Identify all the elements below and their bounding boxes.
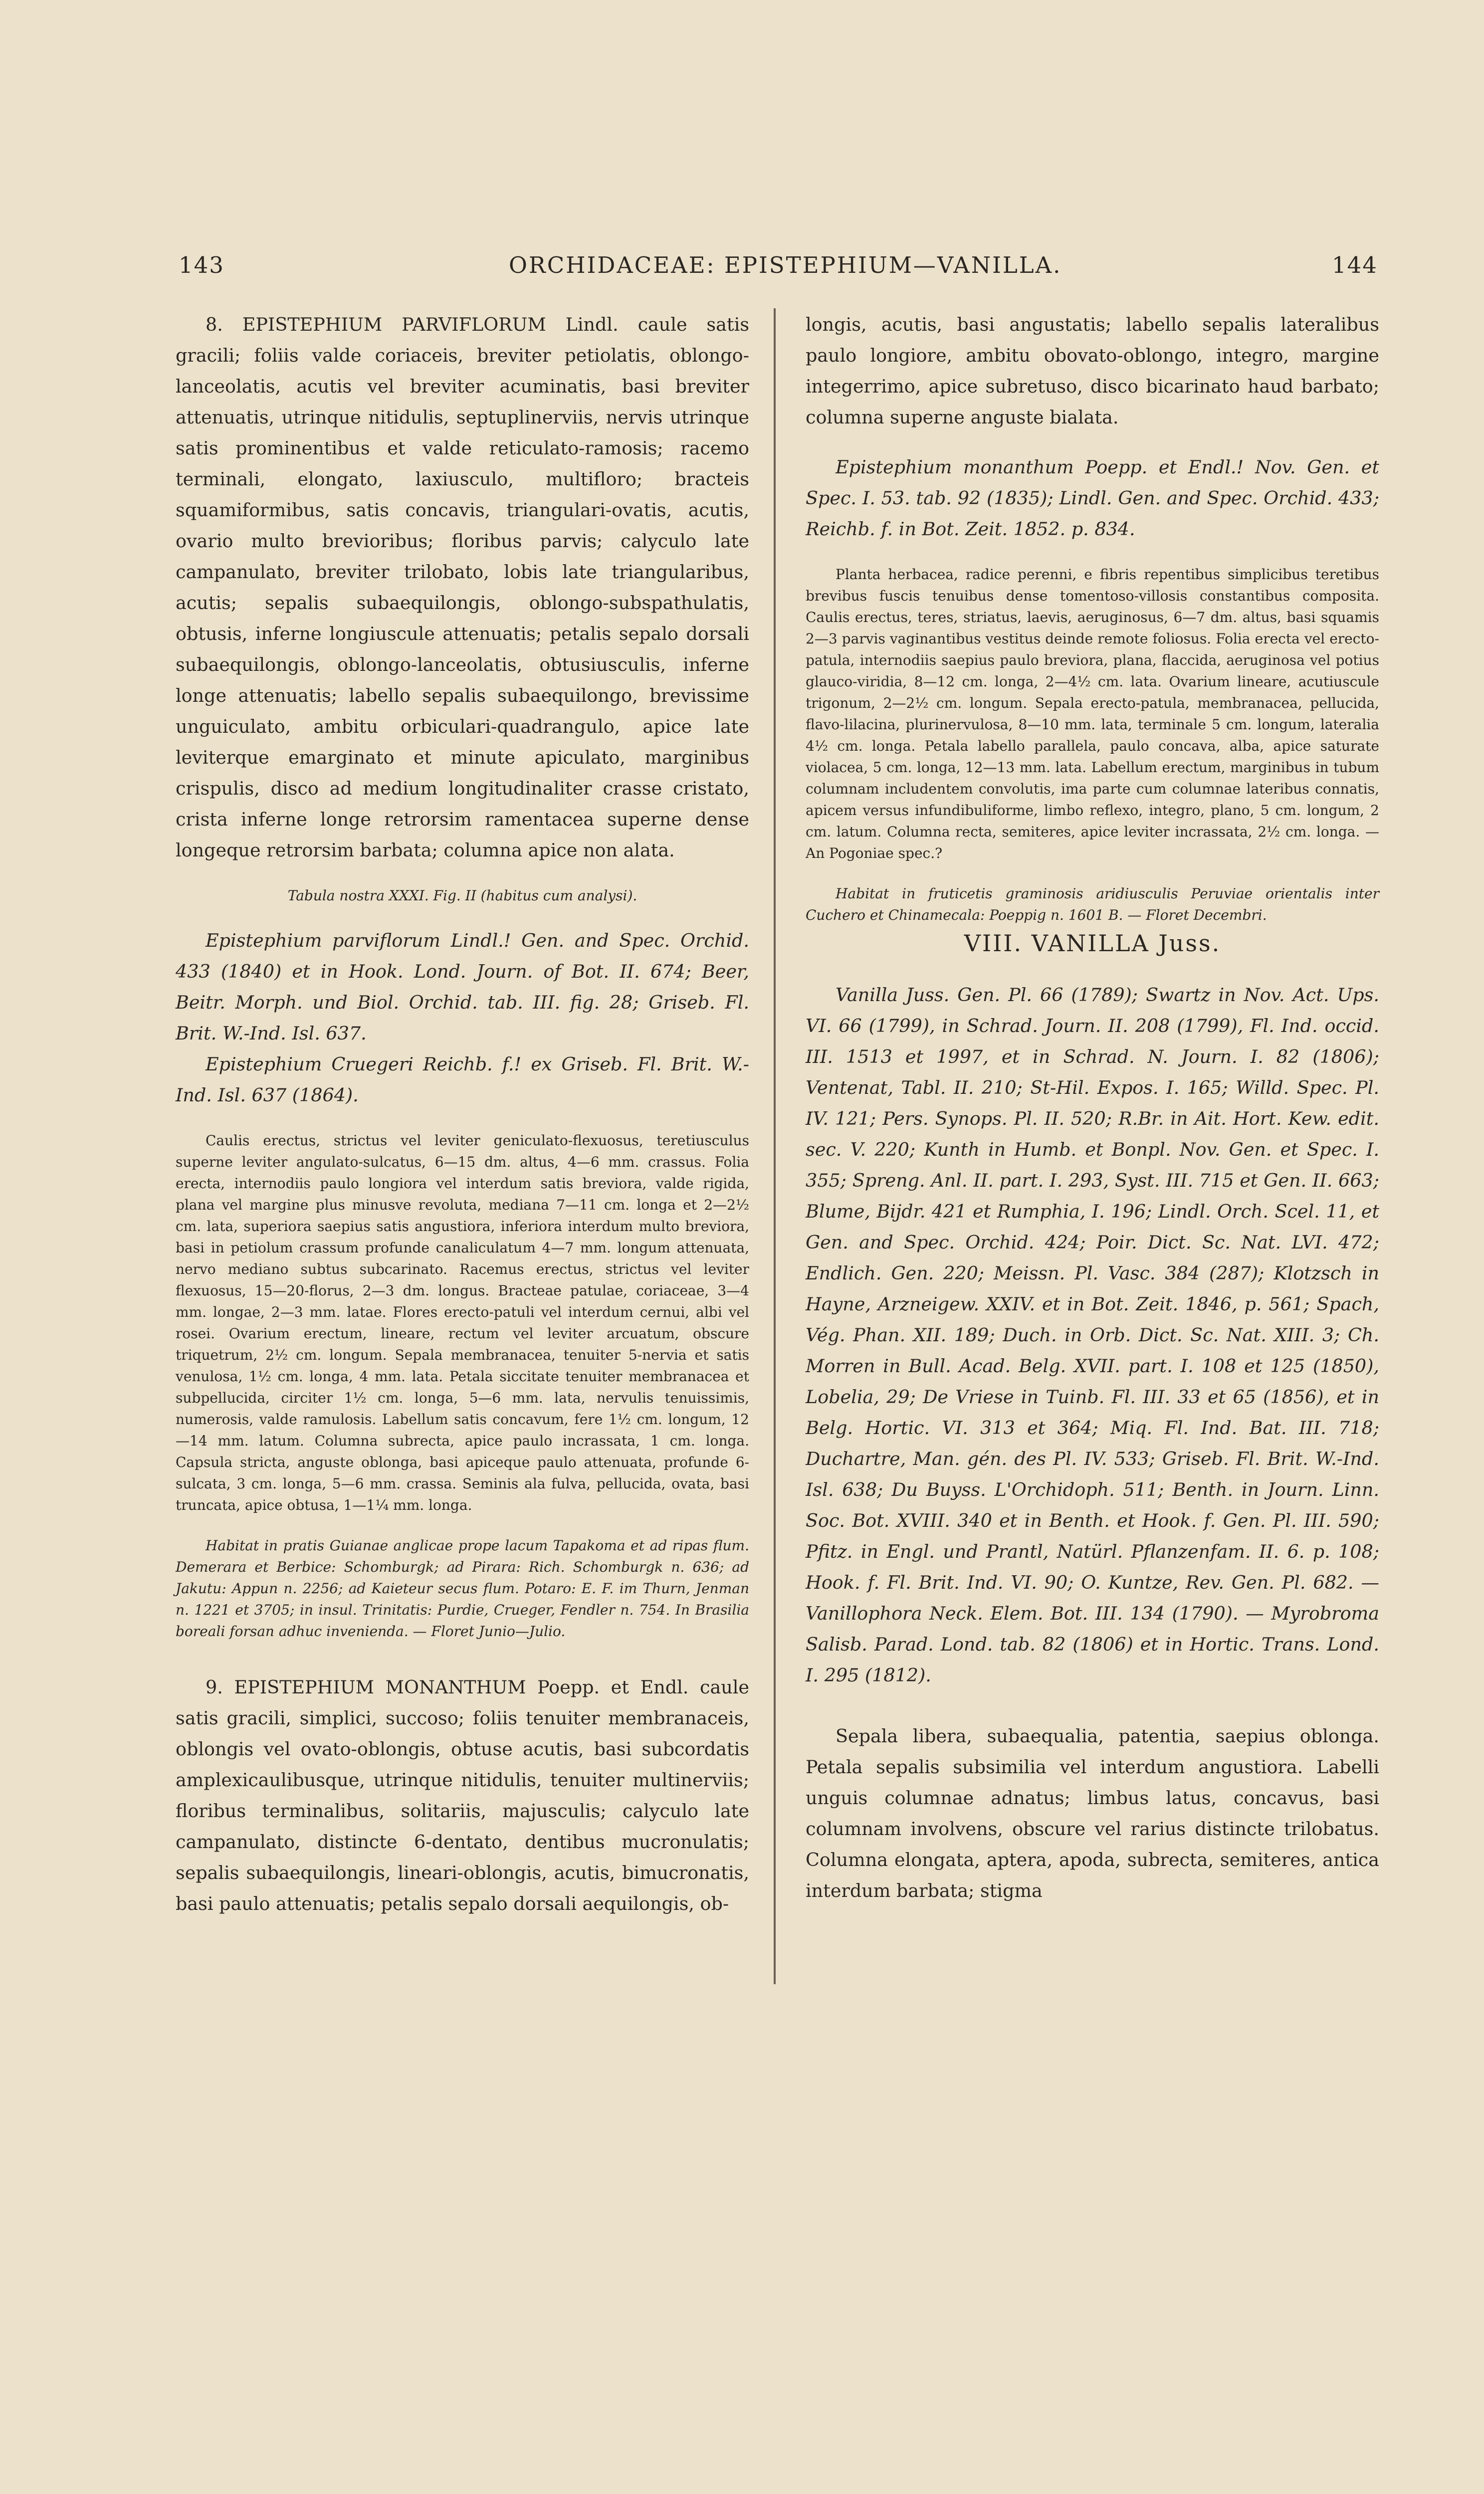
species-9-diagnosis: caule satis gracili, simplici, succoso; foliis tenuiter membranaceis, oblongis vel ovato-oblongis, obtuse acutis, basi subcordatis amplexicaulibusque, utrinque nitidulis, tenuiter multinerviis; floribus terminalibus, solitariis, majusculis; calyculo late campanulato, distincte 6-dentato, dentibus mucronulatis; sepalis subaequilongis, lineari-oblongis, acutis, bimucronatis, basi paulo attenuatis; petalis sepalo dorsali aequilongis, ob- <box>176 1676 749 1914</box>
left-column <box>176 309 749 1919</box>
genus-heading: VIII. VANILLA Juss. <box>964 930 1221 957</box>
species-8-detail: Caulis erectus, strictus vel leviter geniculato-flexuosus, teretiusculus superne leviter angulato-sulcatus, 6—15 dm. altus, 4—6 mm. crassus. Folia erecta, internodiis paulo longiora vel interdum satis breviora, valde rigida, plana vel margine plus minusve revoluta, mediana 7—11 cm. longa et 2—2½ cm. lata, superiora saepius satis angustiora, inferiora interdum multo breviora, basi in petiolum crassum profunde canaliculatum 4—7 mm. longum attenuata, nervo mediano subtus subcarinato. Racemus erectus, strictus vel leviter flexuosus, 15—20-florus, 2—3 dm. longus. Bracteae patulae, coriaceae, 3—4 mm. longae, 2—3 mm. latae. Flores erecto-patuli vel interdum cernui, albi vel rosei. Ovarium erectum, lineare, rectum vel leviter arcuatum, obscure triquetrum, 2½ cm. longum. Sepala membranacea, tenuiter 5-nervia et satis venulosa, 1½ cm. longa, 4 mm. lata. Petala siccitate tenuiter membranacea et subpellucida, circiter 1½ cm. longa, 5—6 mm. lata, nervulis tenuissimis, numerosis, valde ramulosis. Labellum satis concavum, fere 1½ cm. longum, 12—14 mm. latum. Columna subrecta, apice paulo incrassata, 1 cm. longa. Capsula stricta, anguste oblonga, basi apiceque paulo attenuata, profunde 6-sulcata, 3 cm. longa, 5—6 mm. crassa. Seminis ala fulva, pellucida, ovata, basi truncata, apice obtusa, 1—1¼ mm. longa. <box>176 1132 749 1513</box>
species-9-detail: Planta herbacea, radice perenni, e fibris repentibus simplicibus teretibus brevibus fuscis tenuibus dense tomentoso-villosis constantibus composita. Caulis erectus, teres, striatus, laevis, aeruginosus, 6—7 dm. altus, basi squamis 2—3 parvis vaginantibus vestitus deinde remote foliosus. Folia erecta vel erecto-patula, internodiis saepius paulo breviora, plana, flaccida, aeruginosa vel potius glauco-viridia, 8—12 cm. longa, 2—4½ cm. lata. Ovarium lineare, acutiuscule trigonum, 2—2½ cm. longum. Sepala erecto-patula, membranacea, pellucida, flavo-lilacina, plurinervulosa, 8—10 mm. lata, terminale 5 cm. longum, lateralia 4½ cm. longa. Petala labello parallela, paulo concava, alba, apice saturate violacea, 5 cm. longa, 12—13 mm. lata. Labellum erectum, marginibus in tubum columnam includentem convolutis, ima parte cum columnae lateribus connatis, apicem versus infundibuliforme, limbo reflexo, integro, plano, 5 cm. longum, 2 cm. latum. Columna recta, semiteres, apice leviter incrassata, 2½ cm. longa. — An Pogoniae spec.? <box>806 566 1379 861</box>
column-divider <box>774 308 776 1984</box>
species-8-reference-1: Epistephium parviflorum Lindl.! Gen. and Spec. Orchid. 433 (1840) et in Hook. Lond. Journ. of Bot. II. 674; Beer, Beitr. Morph. und Biol. Orchid. tab. III. fig. 28; Griseb. Fl. Brit. W.-Ind. Isl. 637. <box>176 930 749 1044</box>
species-8-habitat: Habitat in pratis Guianae anglicae prope lacum Tapakoma et ad ripas flum. Demerara et Berbice: Schomburgk; ad Pirara: Rich. Schomburgk n. 636; ad Jakutu: Appun n. 2256; ad Kaieteur secus flum. Potaro: E. F. im Thurn, Jenman n. 1221 et 3705; in insul. Trinitatis: Purdie, Crueger, Fendler n. 754. In Brasilia boreali forsan adhuc invenienda. — Floret Junio—Julio. <box>176 1537 749 1640</box>
species-9-reference: Epistephium monanthum Poepp. et Endl.! Nov. Gen. et Spec. I. 53. tab. 92 (1835); Lindl. Gen. and Spec. Orchid. 433; Reichb. f. in Bot. Zeit. 1852. p. 834. <box>806 456 1379 540</box>
page-number-right: 144 <box>1332 252 1378 278</box>
genus-description: Sepala libera, subaequalia, patentia, saepius oblonga. Petala sepalis subsimilia vel interdum angustiora. Labelli unguis columnae adnatus; limbus latus, concavus, basi columnam involvens, obscure vel rarius distincte trilobatus. Columna elongata, aptera, apoda, subrecta, semiteres, antica interdum barbata; stigma <box>806 1725 1379 1901</box>
right-column <box>806 309 1379 1906</box>
species-8-heading: 8. EPISTEPHIUM PARVIFLORUM Lindl. <box>206 314 619 335</box>
species-8-plate-note: Tabula nostra XXXI. Fig. II (habitus cum analysi). <box>287 887 637 904</box>
genus-references: Vanilla Juss. Gen. Pl. 66 (1789); Swartz in Nov. Act. Ups. VI. 66 (1799), in Schrad. Journ. II. 208 (1799), Fl. Ind. occid. III. 1513 et 1997, et in Schrad. N. Journ. I. 82 (1806); Ventenat, Tabl. II. 210; St-Hil. Expos. I. 165; Willd. Spec. Pl. IV. 121; Pers. Synops. Pl. II. 520; R.Br. in Ait. Hort. Kew. edit. sec. V. 220; Kunth in Humb. et Bonpl. Nov. Gen. et Spec. I. 355; Spreng. Anl. II. part. I. 293, Syst. III. 715 et Gen. II. 663; Blume, Bijdr. 421 et Rumphia, I. 196; Lindl. Orch. Scel. 11, et Gen. and Spec. Orchid. 424; Poir. Dict. Sc. Nat. LVI. 472; Endlich. Gen. 220; Meissn. Pl. Vasc. 384 (287); Klotzsch in Hayne, Arzneigew. XXIV. et in Bot. Zeit. 1846, p. 561; Spach, Vég. Phan. XII. 189; Duch. in Orb. Dict. Sc. Nat. XIII. 3; Ch. Morren in Bull. Acad. Belg. XVII. part. I. 108 et 125 (1850), Lobelia, 29; De Vriese in Tuinb. Fl. III. 33 et 65 (1856), et in Belg. Hortic. VI. 313 et 364; Miq. Fl. Ind. Bat. III. 718; Duchartre, Man. gén. des Pl. IV. 533; Griseb. Fl. Brit. W.-Ind. Isl. 638; Du Buyss. L'Orchidoph. 511; Benth. in Journ. Linn. Soc. Bot. XVIII. 340 et in Benth. et Hook. f. Gen. Pl. III. 590; Pfitz. in Engl. und Prantl, Natürl. Pflanzenfam. II. 6. p. 108; Hook. f. Fl. Brit. Ind. VI. 90; O. Kuntze, Rev. Gen. Pl. 682. — Vanillophora Neck. Elem. Bot. III. 134 (1790). — Myrobroma Salisb. Parad. Lond. tab. 82 (1806) et in Hortic. Trans. Lond. I. 295 (1812). <box>806 984 1379 1686</box>
running-title: ORCHIDACEAE: EPISTEPHIUM—VANILLA. <box>509 252 1062 278</box>
species-9-habitat: Habitat in fruticetis graminosis aridiusculis Peruviae orientalis inter Cuchero et Chinamecala: Poeppig n. 1601 B. — Floret Decembri. <box>806 885 1379 923</box>
page-number-left: 143 <box>179 252 224 278</box>
species-9-description <box>176 1672 749 1919</box>
species-9-diagnosis-continued: longis, acutis, basi angustatis; labello sepalis lateralibus paulo longiore, ambitu obovato-oblongo, integro, margine integerrimo, apice subretuso, disco bicarinato haud barbato; columna superne anguste bialata. <box>806 314 1379 428</box>
species-9-heading: 9. EPISTEPHIUM MONANTHUM Poepp. et Endl. <box>206 1676 689 1698</box>
species-8-diagnosis: caule satis gracili; foliis valde coriaceis, breviter petiolatis, oblongo-lanceolatis, acutis vel breviter acuminatis, basi breviter attenuatis, utrinque nitidulis, septuplinerviis, nervis utrinque satis prominentibus et valde reticulato-ramosis; racemo terminali, elongato, laxiusculo, multifloro; bracteis squamiformibus, satis concavis, triangulari-ovatis, acutis, ovario multo brevioribus; floribus parvis; calyculo late campanulato, breviter trilobato, lobis late triangularibus, acutis; sepalis subaequilongis, oblongo-subspathulatis, obtusis, inferne longiuscule attenuatis; petalis sepalo dorsali subaequilongis, oblongo-lanceolatis, obtusiusculis, inferne longe attenuatis; labello sepalis subaequilongo, brevissime unguiculato, ambitu orbiculari-quadrangulo, apice late leviterque emarginato et minute apiculato, marginibus crispulis, disco ad medium longitudinaliter crasse cristato, crista inferne longe retrorsim ramentacea superne dense longeque retrorsim barbata; columna apice non alata. <box>176 314 749 861</box>
species-8-reference-2: Epistephium Cruegeri Reichb. f.! ex Griseb. Fl. Brit. W.-Ind. Isl. 637 (1864). <box>176 1053 749 1106</box>
species-8-description <box>176 309 749 866</box>
